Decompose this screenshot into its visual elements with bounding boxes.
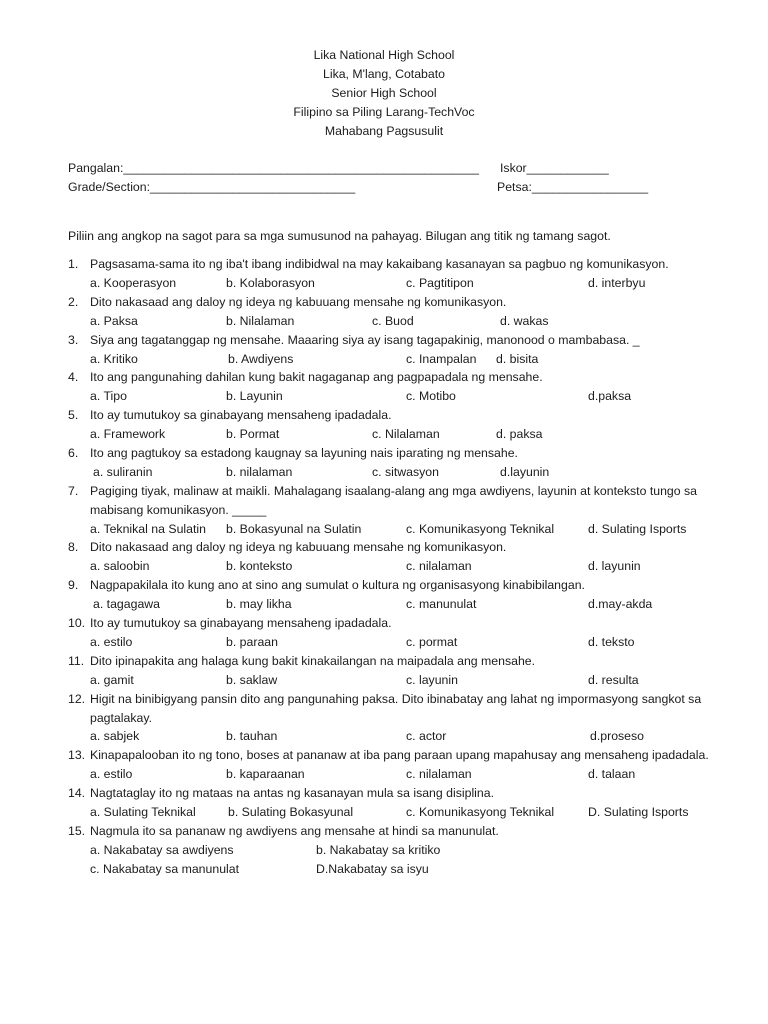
- answer-choice[interactable]: a. estilo: [90, 634, 133, 649]
- school-name: Lika National High School: [313, 48, 455, 62]
- date-field[interactable]: Petsa:_________________: [497, 179, 649, 194]
- answer-choice[interactable]: b. kaparaanan: [226, 767, 305, 782]
- question-text: Nagmula ito sa pananaw ng awdiyens ang mensahe at hindi sa manunulat.: [90, 823, 499, 838]
- answer-choice[interactable]: b. saklaw: [226, 672, 278, 687]
- answer-choice[interactable]: b. Bokasyunal na Sulatin: [226, 521, 362, 536]
- choices-row: [0, 520, 768, 539]
- answer-choice[interactable]: a. Teknikal na Sulatin: [90, 521, 206, 536]
- question-text: Dito ipinapakita ang halaga kung bakit kinakailangan na maipadala ang mensahe.: [90, 653, 536, 668]
- answer-choice[interactable]: b. Awdiyens: [228, 351, 294, 366]
- answer-choice[interactable]: d.paksa: [588, 389, 632, 404]
- question-number: 7.: [68, 483, 79, 498]
- answer-choice[interactable]: b. Pormat: [226, 427, 280, 442]
- answer-choice[interactable]: a. Tipo: [90, 389, 127, 404]
- answer-choice[interactable]: a. Sulating Teknikal: [90, 805, 196, 820]
- choices-row: [0, 671, 768, 690]
- school-level: Senior High School: [331, 85, 437, 100]
- answer-choice[interactable]: c. pormat: [406, 634, 458, 649]
- answer-choice[interactable]: d. layunin: [588, 559, 641, 574]
- answer-choice[interactable]: a. Kooperasyon: [90, 275, 177, 290]
- answer-choice[interactable]: c. actor: [406, 729, 447, 744]
- question-text: Dito nakasaad ang daloy ng ideya ng kabuuang mensahe ng komunikasyon.: [90, 540, 507, 555]
- answer-choice[interactable]: a. Kritiko: [90, 351, 138, 366]
- question-item: [0, 538, 768, 576]
- name-field[interactable]: Pangalan:____________________________________________________: [68, 161, 480, 175]
- answer-choice[interactable]: d. paksa: [496, 427, 543, 442]
- choices-row: [0, 595, 768, 614]
- answer-choice[interactable]: b. Layunin: [226, 389, 283, 404]
- answer-choice[interactable]: c. Inampalan: [406, 351, 477, 366]
- choices-row: [0, 387, 768, 406]
- score-field[interactable]: Iskor____________: [500, 161, 609, 175]
- choices-row: [0, 860, 768, 879]
- answer-choice[interactable]: d.proseso: [590, 729, 645, 744]
- choices-row: [0, 463, 768, 482]
- question-text: Ito ang pagtukoy sa estadong kaugnay sa layuning nais iparating ng mensahe.: [90, 445, 518, 460]
- answer-choice[interactable]: c. sitwasyon: [372, 464, 439, 479]
- answer-choice[interactable]: d.layunin: [500, 464, 550, 479]
- choices-row: [0, 350, 768, 369]
- exam-title: Mahabang Pagsusulit: [324, 123, 444, 138]
- choices-row: [0, 557, 768, 576]
- answer-choice[interactable]: b. nilalaman: [226, 464, 293, 479]
- question-number: 6.: [68, 445, 79, 460]
- answer-choice[interactable]: a. tagagawa: [93, 597, 161, 612]
- answer-choice[interactable]: b. tauhan: [226, 729, 278, 744]
- question-text: Pagsasama-sama ito ng iba't ibang indibidwal na may kakaibang kasanayan sa pagbuo ng komunikasyon.: [90, 257, 669, 271]
- answer-choice[interactable]: c. Motibo: [406, 389, 456, 404]
- answer-choice[interactable]: a. Framework: [90, 427, 166, 442]
- info-row-section: [68, 178, 708, 197]
- answer-choice[interactable]: D. Sulating Isports: [588, 805, 689, 820]
- answer-choice[interactable]: b. Nilalaman: [226, 313, 295, 328]
- question-number: 11.: [68, 653, 85, 668]
- answer-choice[interactable]: d. wakas: [500, 313, 549, 328]
- choices-row: [0, 765, 768, 784]
- question-number: 2.: [68, 294, 79, 309]
- answer-choice[interactable]: D.Nakabatay sa isyu: [316, 861, 429, 876]
- answer-choice[interactable]: c. Pagtitipon: [406, 275, 474, 290]
- answer-choice[interactable]: d. bisita: [496, 351, 539, 366]
- question-text: Nagpapakilala ito kung ano at sino ang sumulat o kultura ng organisasyong kinabibilangan.: [90, 578, 585, 593]
- question-number: 9.: [68, 578, 79, 593]
- answer-choice[interactable]: b. paraan: [226, 634, 278, 649]
- question-number: 1.: [68, 257, 79, 271]
- question-text: Ito ay tumutukoy sa ginabayang mensaheng ipadadala.: [90, 616, 392, 631]
- answer-choice[interactable]: d. resulta: [588, 672, 639, 687]
- question-number: 13.: [68, 748, 86, 763]
- answer-choice[interactable]: b. Kolaborasyon: [226, 275, 315, 290]
- subject-title: Filipino sa Piling Larang-TechVoc: [293, 104, 475, 119]
- section-field[interactable]: Grade/Section:______________________________: [68, 179, 356, 194]
- question-text: Ito ang pangunahing dahilan kung bakit nagaganap ang pagpapadala ng mensahe.: [90, 370, 543, 385]
- answer-choice[interactable]: a. saloobin: [90, 559, 150, 574]
- answer-choice[interactable]: a. Nakabatay sa awdiyens: [90, 842, 234, 857]
- choices-row: [0, 312, 768, 331]
- exam-header: [0, 46, 768, 140]
- question-text: Nagtataglay ito ng mataas na antas ng kasanayan mula sa isang disiplina.: [90, 786, 495, 801]
- answer-choice[interactable]: c. Komunikasyong Teknikal: [406, 805, 555, 820]
- info-row-name: [68, 159, 708, 178]
- question-number: 14.: [68, 786, 86, 801]
- answer-choice[interactable]: b. Nakabatay sa kritiko: [316, 842, 441, 857]
- question-text: Ito ay tumutukoy sa ginabayang mensaheng ipadadala.: [90, 408, 392, 423]
- question-number: 15.: [68, 823, 86, 838]
- instructions: Piliin ang angkop na sagot para sa mga sumusunod na pahayag. Bilugan ang titik ng tamang sagot.: [68, 229, 611, 243]
- question-item: [0, 368, 768, 406]
- question-number: 12.: [68, 691, 86, 706]
- answer-choice[interactable]: c. Buod: [372, 313, 414, 328]
- answer-choice[interactable]: c. nilalaman: [406, 559, 472, 574]
- question-item: [0, 614, 768, 652]
- answer-choice[interactable]: a. gamit: [90, 672, 134, 687]
- question-number: 5.: [68, 408, 79, 423]
- question-number: 3.: [68, 332, 79, 347]
- school-address: Lika, M'lang, Cotabato: [323, 66, 445, 81]
- choices-row: [0, 803, 768, 822]
- choices-row: [0, 425, 768, 444]
- question-item: [0, 331, 768, 369]
- question-item: [0, 690, 768, 747]
- question-text: Siya ang tagatanggap ng mensahe. Maaaring siya ay isang tagapakinig, manonood o mambabasa. _: [90, 332, 640, 347]
- answer-choice[interactable]: d. teksto: [588, 634, 635, 649]
- question-item: [0, 822, 768, 879]
- question-number: 4.: [68, 370, 79, 385]
- question-item: [0, 784, 768, 822]
- answer-choice[interactable]: c. Komunikasyong Teknikal: [406, 521, 555, 536]
- answer-choice[interactable]: b. may likha: [226, 597, 292, 612]
- question-number: 8.: [68, 540, 79, 555]
- question-item: [0, 652, 768, 690]
- question-text: Kinapapalooban ito ng tono, boses at pananaw at iba pang paraan upang mapahusay ang mensaheng ipadadala.: [90, 748, 709, 763]
- question-item: [0, 255, 768, 293]
- answer-choice[interactable]: c. nilalaman: [406, 767, 472, 782]
- question-text: Dito nakasaad ang daloy ng ideya ng kabuuang mensahe ng komunikasyon.: [90, 294, 507, 309]
- question-item: [0, 444, 768, 482]
- question-text: Higit na binibigyang pansin dito ang pangunahing paksa. Dito ibinabatay ang lahat ng impormasyong sangkot sa pagtalakay.: [90, 691, 702, 725]
- question-item: [0, 293, 768, 331]
- answer-choice[interactable]: a. Paksa: [90, 313, 138, 328]
- answer-choice[interactable]: d. Sulating Isports: [588, 521, 687, 536]
- answer-choice[interactable]: c. layunin: [406, 672, 458, 687]
- choices-row: [0, 274, 768, 293]
- answer-choice[interactable]: d. interbyu: [588, 275, 646, 290]
- answer-choice[interactable]: b. konteksto: [226, 559, 293, 574]
- answer-choice[interactable]: d. talaan: [588, 767, 636, 782]
- choices-row: [0, 727, 768, 746]
- choices-row: [0, 633, 768, 652]
- answer-choice[interactable]: c. Nilalaman: [372, 427, 440, 442]
- student-info: [68, 159, 708, 197]
- answer-choice[interactable]: b. Sulating Bokasyunal: [228, 805, 354, 820]
- choices-row: [0, 841, 768, 860]
- question-item: [0, 576, 768, 614]
- answer-choice[interactable]: c. Nakabatay sa manunulat: [90, 861, 240, 876]
- answer-choice[interactable]: c. manunulat: [406, 597, 477, 612]
- question-item: [0, 746, 768, 784]
- question-item: [0, 482, 768, 539]
- answer-choice[interactable]: d.may-akda: [588, 597, 653, 612]
- answer-choice[interactable]: a. sabjek: [90, 729, 140, 744]
- question-list: [0, 255, 768, 879]
- answer-choice[interactable]: a. estilo: [90, 767, 133, 782]
- question-number: 10.: [68, 616, 86, 631]
- question-item: [0, 406, 768, 444]
- answer-choice[interactable]: a. suliranin: [93, 464, 153, 479]
- question-text: Pagiging tiyak, malinaw at maikli. Mahalagang isaalang-alang ang mga awdiyens, layunin at konteksto tungo sa mabisang komunikasyon. _____: [90, 483, 698, 517]
